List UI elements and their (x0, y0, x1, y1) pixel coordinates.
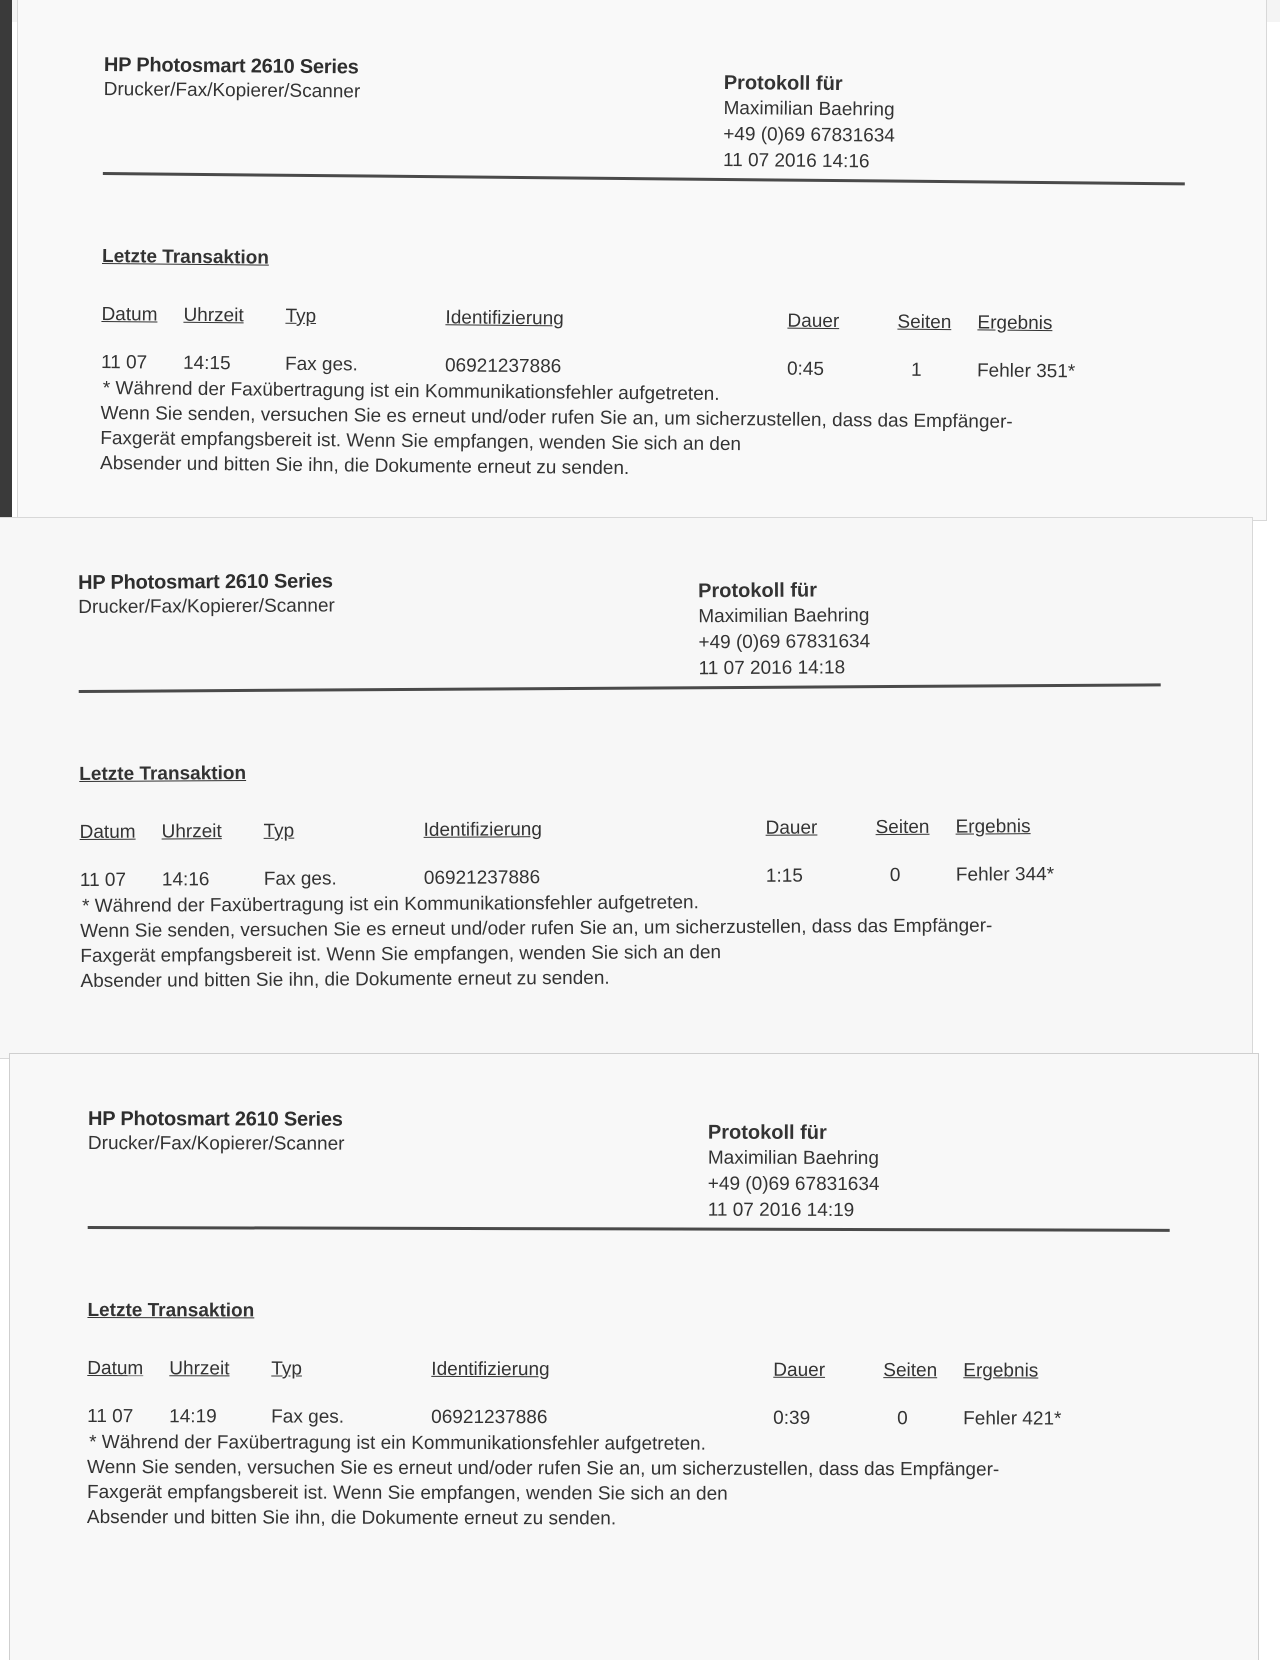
fax-report-sheet (0, 518, 1252, 1058)
cell-identifizierung: 06921237886 (423, 867, 541, 889)
col-identifizierung: Identifizierung (423, 819, 542, 841)
section-title: Letzte Transaktion (101, 245, 269, 269)
owner-name: Maximilian Baehring (698, 605, 870, 628)
cell-typ: Fax ges. (284, 353, 359, 376)
col-seiten: Seiten (875, 816, 930, 839)
col-ergebnis: Ergebnis (977, 312, 1053, 335)
cell-ergebnis: Fehler 344* (955, 864, 1055, 886)
protocol-title: Protokoll für (707, 1121, 827, 1144)
cell-datum: 11 07 (79, 869, 127, 891)
col-seiten: Seiten (897, 311, 952, 334)
cell-seiten: 1 (910, 359, 922, 381)
cell-identifizierung: 06921237886 (444, 355, 562, 378)
section-title: Letzte Transaktion (79, 762, 247, 785)
message-line: * Während der Faxübertragung ist ein Kommunikationsfehler aufgetreten. (102, 378, 720, 405)
col-seiten: Seiten (883, 1360, 938, 1382)
message-line: Absender und bitten Sie ihn, die Dokumente erneut zu senden. (86, 1506, 617, 1530)
col-ergebnis: Ergebnis (955, 816, 1031, 838)
cell-datum: 11 07 (100, 351, 148, 374)
col-typ: Typ (263, 820, 295, 842)
device-name: HP Photosmart 2610 Series (103, 54, 359, 79)
column-headers (87, 1358, 1177, 1389)
device-name: HP Photosmart 2610 Series (78, 570, 333, 594)
message-line: Absender und bitten Sie ihn, die Dokumente erneut zu senden. (80, 967, 610, 992)
col-typ: Typ (271, 1358, 302, 1380)
owner-phone: +49 (0)69 67831634 (707, 1173, 880, 1196)
cell-dauer: 0:45 (786, 358, 825, 380)
cell-identifizierung: 06921237886 (431, 1406, 548, 1429)
col-identifizierung: Identifizierung (445, 307, 564, 330)
cell-datum: 11 07 (87, 1405, 134, 1428)
cell-uhrzeit: 14:19 (169, 1406, 217, 1428)
fax-report (86, 1108, 1178, 1530)
message-line: * Während der Faxübertragung ist ein Kommunikationsfehler aufgetreten. (89, 1432, 706, 1455)
report-timestamp: 11 07 2016 14:19 (707, 1199, 855, 1222)
report-timestamp: 11 07 2016 14:18 (698, 657, 846, 680)
device-block (104, 54, 361, 103)
column-headers (80, 815, 1170, 850)
device-type: Drucker/Fax/Kopierer/Scanner (103, 78, 361, 103)
device-type: Drucker/Fax/Kopierer/Scanner (78, 595, 335, 618)
message-line: Wenn Sie senden, versuchen Sie es erneut und/oder rufen Sie an, um sicherzustellen, dass das Empfänger- (100, 402, 1013, 433)
col-dauer: Dauer (787, 310, 840, 333)
protocol-block (708, 1120, 880, 1224)
message-line: Faxgerät empfangsbereit ist. Wenn Sie empfangen, wenden Sie sich an den (80, 942, 722, 967)
error-message (100, 376, 1191, 486)
cell-ergebnis: Fehler 421* (963, 1408, 1062, 1430)
cell-dauer: 1:15 (765, 865, 803, 887)
owner-name: Maximilian Baehring (723, 97, 895, 121)
col-uhrzeit: Uhrzeit (183, 304, 244, 327)
col-uhrzeit: Uhrzeit (161, 821, 222, 843)
report-header (103, 54, 1194, 182)
error-message (87, 1430, 1177, 1533)
cell-ergebnis: Fehler 351* (976, 360, 1076, 383)
col-dauer: Dauer (773, 1359, 826, 1381)
cell-dauer: 0:39 (773, 1407, 811, 1429)
fax-report-sheet (10, 1054, 1258, 1660)
protocol-title: Protokoll für (723, 71, 843, 96)
protocol-block (698, 577, 870, 682)
message-line: Faxgerät empfangsbereit ist. Wenn Sie empfangen, wenden Sie sich an den (86, 1481, 728, 1505)
message-line: Absender und bitten Sie ihn, die Dokumente erneut zu senden. (99, 452, 630, 480)
col-identifizierung: Identifizierung (431, 1358, 550, 1381)
owner-phone: +49 (0)69 67831634 (723, 123, 896, 147)
report-header (88, 1108, 1178, 1229)
error-message (80, 887, 1171, 994)
fax-report (99, 54, 1194, 480)
message-line: Faxgerät empfangsbereit ist. Wenn Sie empfangen, wenden Sie sich an den (100, 427, 742, 456)
message-line: Wenn Sie senden, versuchen Sie es erneut und/oder rufen Sie an, um sicherzustellen, dass das Empfänger- (87, 1456, 1000, 1481)
col-datum: Datum (79, 821, 136, 843)
protocol-block (723, 70, 896, 176)
cell-uhrzeit: 14:16 (161, 869, 210, 891)
cell-typ: Fax ges. (271, 1406, 345, 1428)
column-headers (101, 304, 1191, 342)
device-block (78, 570, 335, 619)
cell-seiten: 0 (889, 864, 901, 887)
owner-name: Maximilian Baehring (707, 1147, 879, 1170)
device-type: Drucker/Fax/Kopierer/Scanner (87, 1132, 345, 1155)
section-title: Letzte Transaktion (87, 1299, 255, 1322)
message-line: * Während der Faxübertragung ist ein Kommunikationsfehler aufgetreten. (81, 892, 699, 917)
scan-edge-shadow (0, 0, 12, 560)
report-header (78, 565, 1169, 690)
col-datum: Datum (87, 1357, 144, 1380)
device-name: HP Photosmart 2610 Series (87, 1108, 343, 1131)
cell-uhrzeit: 14:15 (182, 352, 231, 375)
cell-seiten: 0 (897, 1408, 908, 1430)
col-dauer: Dauer (765, 817, 818, 839)
fax-report-sheet (18, 0, 1266, 520)
cell-typ: Fax ges. (263, 868, 337, 890)
fax-report (78, 565, 1169, 992)
owner-phone: +49 (0)69 67831634 (698, 631, 871, 654)
col-typ: Typ (285, 305, 317, 328)
col-datum: Datum (101, 303, 158, 326)
message-line: Wenn Sie senden, versuchen Sie es erneut und/oder rufen Sie an, um sicherzustellen, dass das Empfänger- (80, 915, 993, 942)
device-block (88, 1108, 345, 1156)
report-timestamp: 11 07 2016 14:16 (722, 149, 870, 173)
col-uhrzeit: Uhrzeit (169, 1358, 230, 1380)
protocol-title: Protokoll für (698, 579, 818, 603)
col-ergebnis: Ergebnis (963, 1360, 1039, 1382)
